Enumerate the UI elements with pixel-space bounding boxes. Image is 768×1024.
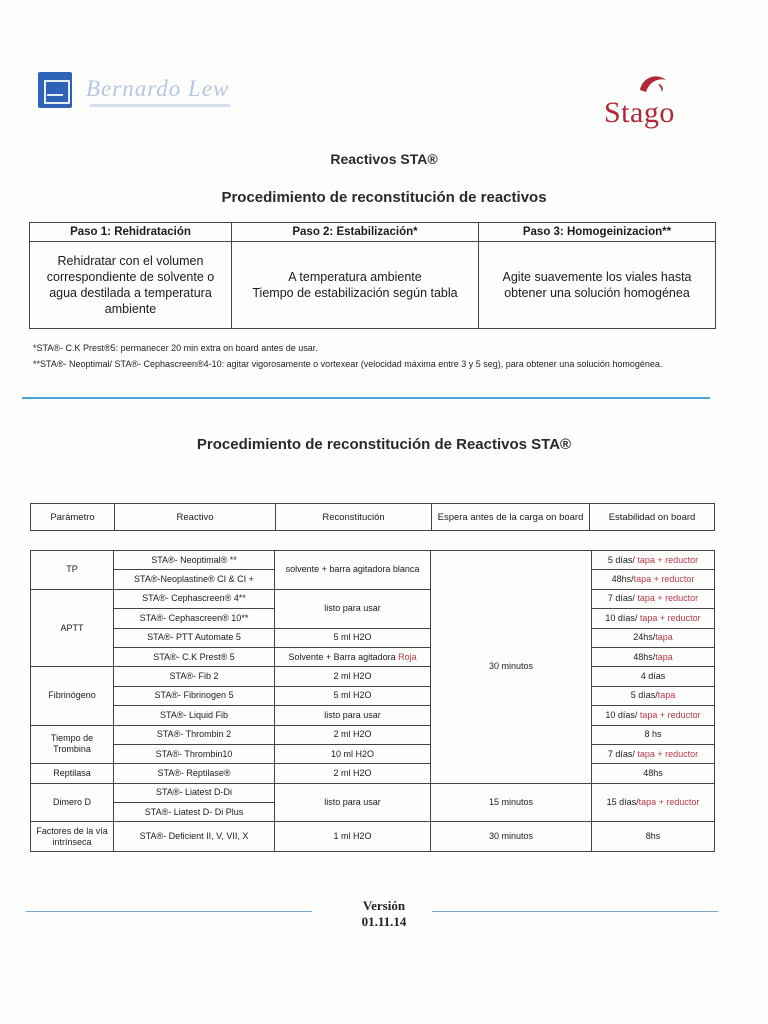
step2-text: A temperatura ambiente Tiempo de estabilización según tabla (232, 242, 479, 329)
recon-cell: 1 ml H2O (275, 822, 431, 852)
steps-table (29, 222, 716, 329)
wait-cell: 30 minutos (431, 822, 592, 852)
reagent-cell: STA®- Fibrinogen 5 (114, 686, 275, 705)
version-date: 01.11.14 (361, 914, 407, 929)
stability-cell: 10 días/ tapa + reductor (592, 706, 715, 725)
version-label: Versión (362, 898, 406, 913)
stability-cell: 15 días/tapa + reductor (592, 783, 715, 822)
recon-cell: listo para usar (275, 589, 431, 628)
table-row (31, 551, 715, 570)
footnote-2: **STA®- Neoptimal/ STA®- Cephascreen®4-10: agitar vigorosamente o vortexear (velocidad máxima entre 3 y 5 seg), para obtener una solución homogénea. (33, 359, 663, 369)
reagent-cell: STA®- Thrombin 2 (114, 725, 275, 744)
reagent-cell: STA®- Fib 2 (114, 667, 275, 686)
stability-cell: 24hs/tapa (592, 628, 715, 647)
stability-cell: 10 días/ tapa + reductor (592, 609, 715, 628)
step3-text: Agite suavemente los viales hasta obtener una solución homogénea (479, 242, 716, 329)
reagent-table-header (30, 503, 715, 531)
param-aptt: APTT (31, 589, 114, 667)
param-tp: TP (31, 551, 114, 590)
recon-cell: Solvente + Barra agitadora Roja (275, 647, 431, 666)
col-header-estabilidad: Estabilidad on board (590, 504, 715, 531)
reagent-cell: STA®-Neoplastine® CI & CI + (114, 570, 275, 589)
reagent-cell: STA®- Liatest D-Di (114, 783, 275, 802)
footnote-1: *STA®- C.K Prest®5: permanecer 20 min extra on board antes de usar. (33, 343, 318, 353)
table-row (31, 822, 715, 852)
stago-brand: Stago (604, 96, 675, 129)
stability-cell: 4 días (592, 667, 715, 686)
page-title: Reactivos STA® (330, 151, 438, 167)
stability-cell: 48hs/tapa + reductor (592, 570, 715, 589)
bernardo-lew-brand: Bernardo Lew (86, 76, 230, 101)
stago-logo (600, 70, 710, 132)
recon-cell: listo para usar (275, 706, 431, 725)
wait-cell: 15 minutos (431, 783, 592, 822)
stability-cell: 48hs/tapa (592, 647, 715, 666)
reagent-cell: STA®- Cephascreen® 4** (114, 589, 275, 608)
reagent-cell: STA®- Liatest D- Di Plus (114, 803, 275, 822)
param-dimero-d: Dimero D (31, 783, 114, 822)
table-row (31, 628, 715, 647)
reagent-cell: STA®- Thrombin10 (114, 744, 275, 763)
section-divider (22, 397, 710, 399)
col-header-parametro: Parámetro (31, 504, 115, 531)
table-row (31, 667, 715, 686)
stability-cell: 5 días/tapa (592, 686, 715, 705)
reagent-cell: STA®- Neoptimal® ** (114, 551, 275, 570)
recon-cell: 2 ml H2O (275, 764, 431, 783)
table-row (31, 783, 715, 802)
param-reptilasa: Reptilasa (31, 764, 114, 783)
section-title-reconstitution: Procedimiento de reconstitución de reactivos (221, 189, 547, 206)
version-block (0, 898, 768, 930)
table-row (31, 764, 715, 783)
step3-header: Paso 3: Homogeinizacion** (479, 223, 716, 242)
building-icon (38, 72, 72, 108)
bernardo-lew-logo (38, 70, 238, 116)
recon-cell: 2 ml H2O (275, 725, 431, 744)
table-row (31, 589, 715, 608)
param-tiempo-trombina: Tiempo de Trombina (31, 725, 114, 764)
stability-cell: 7 días/ tapa + reductor (592, 744, 715, 763)
col-header-reconstitucion: Reconstitución (276, 504, 432, 531)
recon-cell: 5 ml H2O (275, 628, 431, 647)
param-factores-via-intrinseca: Factores de la vía intrínseca (31, 822, 114, 852)
recon-cell: 10 ml H2O (275, 744, 431, 763)
section-title-reactivos: Procedimiento de reconstitución de Reactivos STA® (196, 436, 572, 453)
table-row (31, 706, 715, 725)
table-row (31, 744, 715, 763)
col-header-espera: Espera antes de la carga on board (432, 504, 590, 531)
recon-cell: solvente + barra agitadora blanca (275, 551, 431, 590)
recon-cell: listo para usar (275, 783, 431, 822)
stability-cell: 5 días/ tapa + reductor (592, 551, 715, 570)
reagent-cell: STA®- Reptilase® (114, 764, 275, 783)
recon-cell: 5 ml H2O (275, 686, 431, 705)
table-row (31, 725, 715, 744)
reagent-cell: STA®- Deficient II, V, VII, X (114, 822, 275, 852)
reagent-cell: STA®- Liquid Fib (114, 706, 275, 725)
reagent-cell: STA®- Cephascreen® 10** (114, 609, 275, 628)
table-row (31, 647, 715, 666)
step1-text: Rehidratar con el volumen correspondiente de solvente o agua destilada a temperatura ambiente (30, 242, 232, 329)
wait-cell: 30 minutos (431, 551, 592, 784)
param-fibrinogeno: Fibrinógeno (31, 667, 114, 725)
stability-cell: 8 hs (592, 725, 715, 744)
reagent-cell: STA®- C.K Prest® 5 (114, 647, 275, 666)
stability-cell: 48hs (592, 764, 715, 783)
stability-cell: 7 días/ tapa + reductor (592, 589, 715, 608)
reagent-cell: STA®- PTT Automate 5 (114, 628, 275, 647)
step2-header: Paso 2: Estabilización* (232, 223, 479, 242)
col-header-reactivo: Reactivo (115, 504, 276, 531)
reagent-table (30, 550, 715, 852)
stago-swoosh-icon (636, 72, 670, 96)
footnotes (33, 340, 723, 372)
table-row (31, 686, 715, 705)
stability-cell: 8hs (592, 822, 715, 852)
step1-header: Paso 1: Rehidratación (30, 223, 232, 242)
recon-cell: 2 ml H2O (275, 667, 431, 686)
bernardo-lew-tagline (90, 104, 230, 107)
